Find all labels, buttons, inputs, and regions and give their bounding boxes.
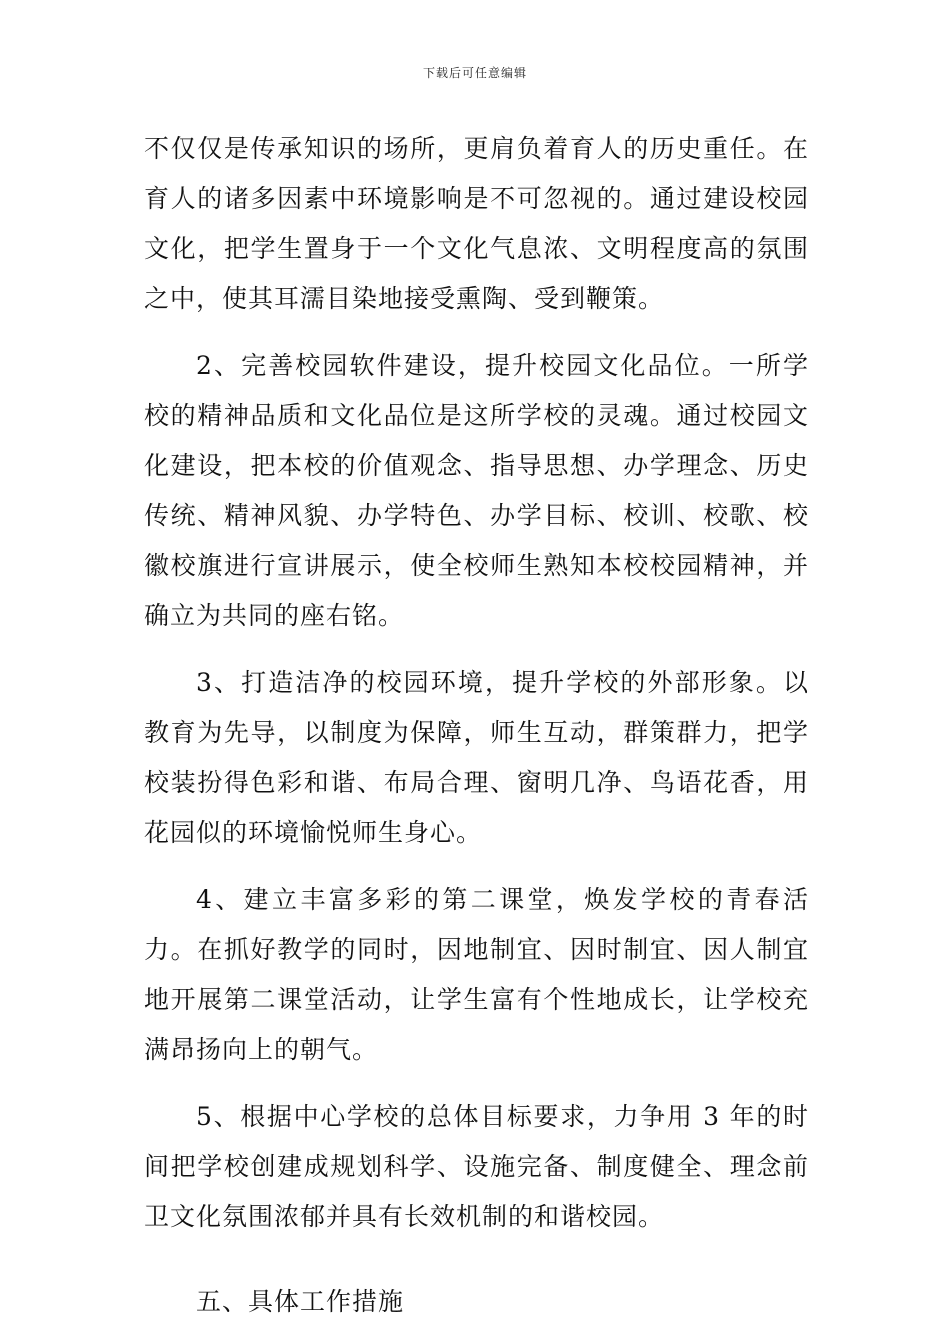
body-text bbox=[144, 124, 809, 1327]
paragraph-item-4: 4、建立丰富多彩的第二课堂，焕发学校的青春活力。在抓好教学的同时，因地制宜、因时制宜、因人制宜地开展第二课堂活动，让学生富有个性地成长，让学校充满昂扬向上的朝气。 bbox=[144, 885, 809, 1064]
header-note: 下载后可任意编辑 bbox=[422, 66, 527, 80]
paragraph-item-3: 3、打造洁净的校园环境，提升学校的外部形象。以教育为先导，以制度为保障，师生互动，群策群力，把学校装扮得色彩和谐、布局合理、窗明几净、鸟语花香，用花园似的环境愉悦师生身心。 bbox=[144, 668, 809, 847]
paragraph-continuation: 不仅仅是传承知识的场所，更肩负着育人的历史重任。在育人的诸多因素中环境影响是不可忽视的。通过建设校园文化，把学生置身于一个文化气息浓、文明程度高的氛围之中，使其耳濡目染地接受熏陶、受到鞭策。 bbox=[144, 134, 809, 313]
section-heading: 五、具体工作措施 bbox=[196, 1287, 405, 1316]
paragraph-item-5: 5、根据中心学校的总体目标要求，力争用 3 年的时间把学校创建成规划科学、设施完备、制度健全、理念前卫文化氛围浓郁并具有长效机制的和谐校园。 bbox=[144, 1102, 809, 1231]
paragraph-item-2: 2、完善校园软件建设，提升校园文化品位。一所学校的精神品质和文化品位是这所学校的灵魂。通过校园文化建设，把本校的价值观念、指导思想、办学理念、历史传统、精神风貌、办学特色、办学目标、校训、校歌、校徽校旗进行宣讲展示，使全校师生熟知本校校园精神，并确立为共同的座右铭。 bbox=[144, 351, 809, 630]
